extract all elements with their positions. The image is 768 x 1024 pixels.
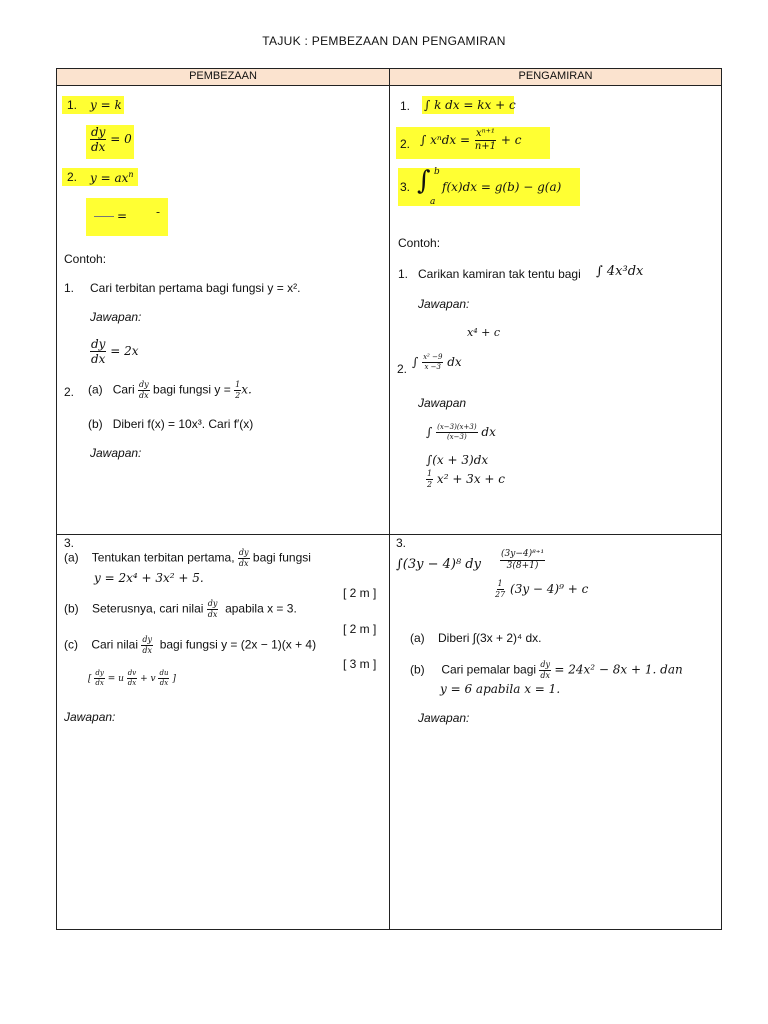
definite-integral-sign: ∫ [417, 166, 431, 196]
marks-3c: [ 3 m ] [343, 657, 377, 671]
header-pengamiran: PENGAMIRAN [518, 70, 593, 82]
formula-1-number: 1. [67, 98, 78, 112]
solution-3-result: $\frac{1}{27}$ (3y − 4)⁹ + c [495, 579, 589, 599]
question-3-number-right: 3. [396, 536, 407, 550]
integral-formula-1: ∫ k dx = kx + c [424, 98, 516, 112]
question-2-number-right: 2. [397, 362, 408, 376]
product-rule-hint: [ $\frac{dy}{dx}$ = u $\frac{dv}{dx}$ + v $\frac{du}{dx}$ ] [88, 669, 176, 687]
question-3a-right: (a) Diberi ∫(3x + 2)⁴ dx. [410, 631, 542, 645]
marks-3b: [ 2 m ] [343, 622, 377, 636]
question-1-number-right: 1. [398, 267, 409, 281]
question-1-number-left: 1. [64, 281, 75, 295]
marks-3a: [ 2 m ] [343, 586, 377, 600]
solution-step-1: ∫ $\frac{(x-3)(x+3)}{(x-3)}$ dx [426, 423, 496, 441]
integral-lower-limit: a [430, 197, 436, 207]
question-3a: (a) Tentukan terbitan pertama, $\frac{dy}{dx}$ bagi fungsi [64, 548, 311, 568]
question-1-text-left: Cari terbitan pertama bagi fungsi y = x². [90, 281, 301, 295]
question-3b-right: (b) Cari pemalar bagi $\frac{dy}{dx}$ = 24x² − 8x + 1. dan [410, 660, 683, 680]
solution-3-step-1: $\frac{\text{(3y−4)⁸⁺¹}}{3(8+1)}$ [501, 549, 545, 571]
question-3b: (b) Seterusnya, cari nilai $\frac{dy}{dx}$ apabila x = 3. [64, 599, 297, 619]
solution-step-3: $\frac{1}{2}$ x² + 3x + c [427, 469, 505, 489]
formula-1-derivative: $\frac{dy}{dx}$ = 0 [91, 125, 132, 154]
jawapan-label-3-right: Jawapan: [418, 711, 470, 725]
row-divider [56, 534, 722, 535]
question-2-expression-right: ∫ $\frac{\text{x² −9}}{x -3}$ dx [412, 353, 462, 371]
integral-formula-3: f(x)dx = g(b) − g(a) [442, 180, 562, 194]
formula-2-expression: $y = ax^n$ [90, 170, 134, 185]
contoh-label-right: Contoh: [398, 236, 441, 250]
formula-1-number-right: 1. [400, 99, 411, 113]
formula-2-number: 2. [67, 170, 78, 184]
question-3a-function: y = 2x⁴ + 3x² + 5. [94, 571, 204, 585]
jawapan-label-1-left: Jawapan: [90, 310, 142, 324]
question-3-number-left: 3. [64, 536, 75, 550]
contoh-label-left: Contoh: [64, 252, 107, 266]
integral-upper-limit: b [434, 167, 440, 177]
solution-step-2: ∫(x + 3)dx [426, 453, 489, 467]
question-3c: (c) Cari nilai $\frac{dy}{dx}$ bagi fungsi y = (2x − 1)(x + 4) [64, 635, 317, 655]
jawapan-label-1-right: Jawapan: [418, 297, 470, 311]
integral-3-number: 3. [400, 180, 411, 194]
answer-1-right: x⁴ + c [467, 326, 500, 339]
question-1-text-right: Carikan kamiran tak tentu bagi [418, 267, 581, 281]
question-3-expression-right: ∫(3y − 4)⁸ dy [396, 557, 481, 572]
jawapan-label-2-left: Jawapan: [90, 446, 142, 460]
jawapan-label-3-left: Jawapan: [64, 710, 116, 724]
integral-formula-2: ∫ xⁿdx = $\frac{\text{xⁿ⁺¹}}{n+1}$ + c [420, 128, 522, 152]
question-3b-condition: y = 6 apabila x = 1. [440, 682, 561, 696]
question-2b-left: (b) Diberi f(x) = 10x³. Cari f′(x) [88, 417, 254, 431]
question-2-number-left: 2. [64, 385, 75, 399]
answer-1-left: $\frac{dy}{dx}$ = 2x [91, 337, 139, 366]
page-title: TAJUK : PEMBEZAAN DAN PENGAMIRAN [262, 34, 506, 48]
formula-2-fraction-bar [94, 216, 114, 217]
header-pembezaan: PEMBEZAAN [189, 70, 257, 82]
question-2a-left: (a) Cari $\frac{dy}{dx}$ bagi fungsi y = $\frac{1}{2}$ x. [88, 380, 252, 400]
column-divider [389, 68, 390, 930]
question-1-expression-right: ∫ 4x³dx [596, 264, 644, 279]
jawapan-label-2-right: Jawapan [418, 396, 467, 410]
formula-2-dash: - [156, 205, 161, 219]
integral-2-number: 2. [400, 137, 411, 151]
formula-2-equals: = [117, 209, 128, 223]
formula-1-expression: y = k [90, 98, 122, 112]
